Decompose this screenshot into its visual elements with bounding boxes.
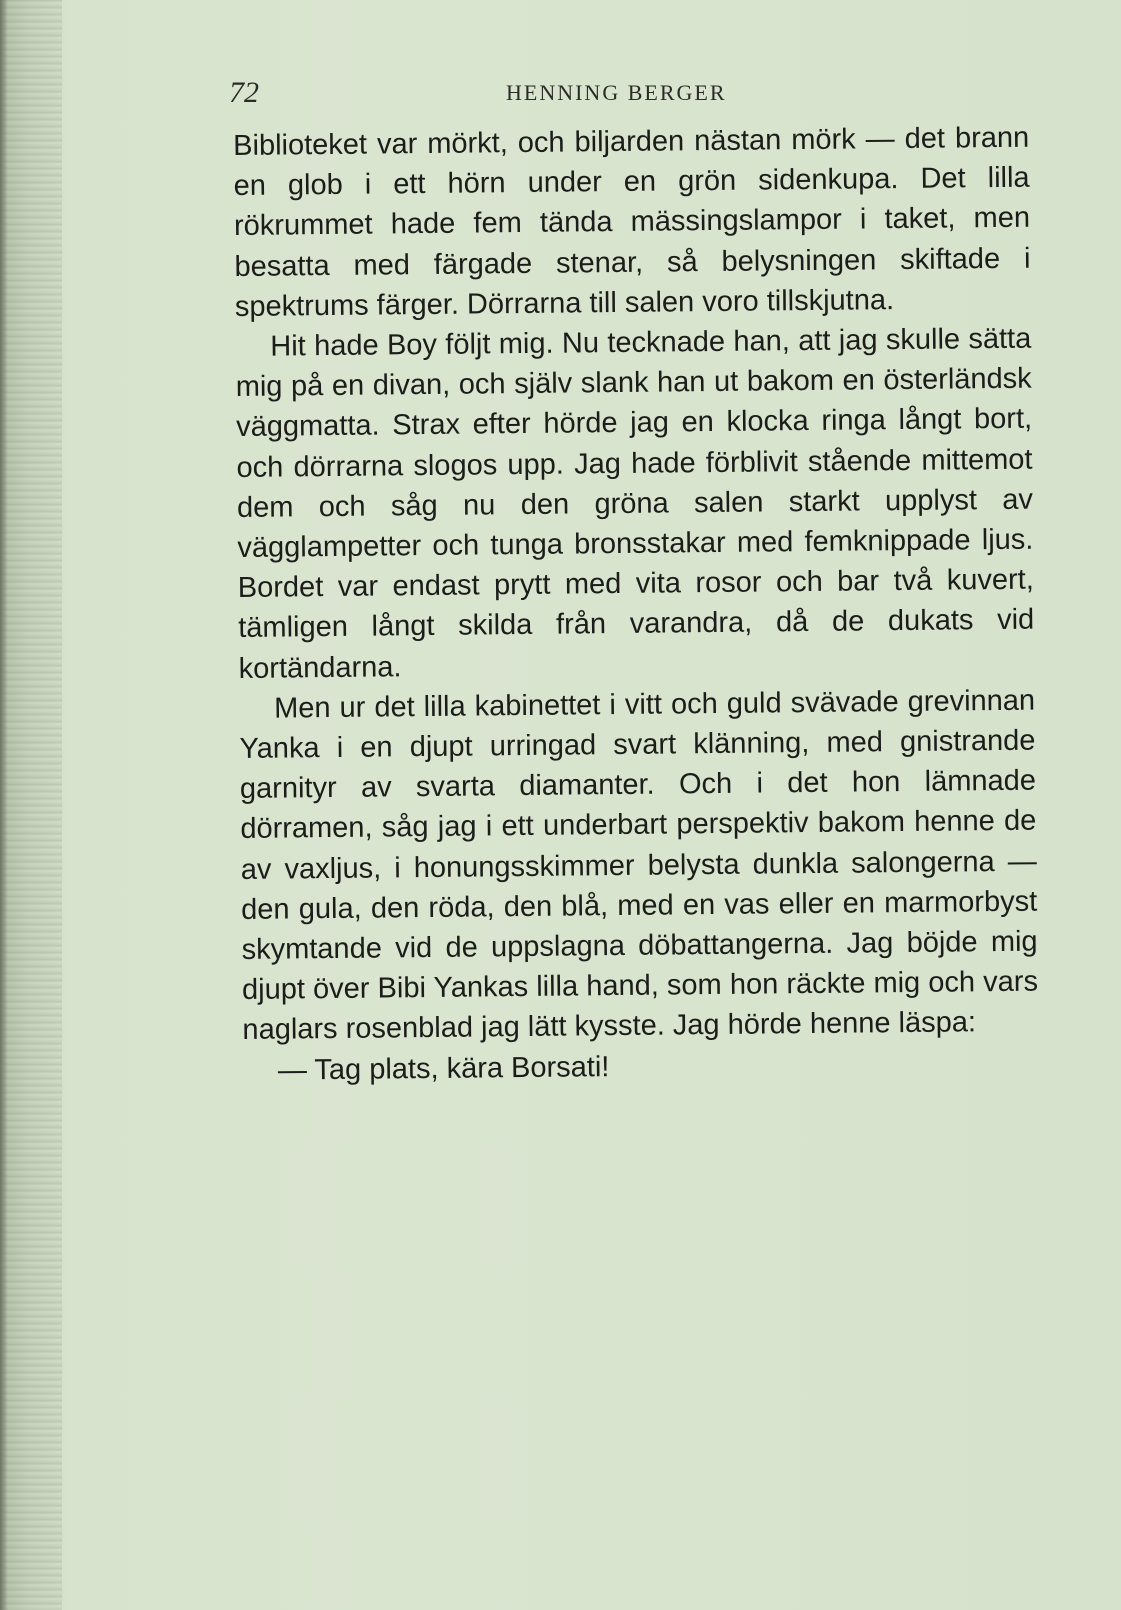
paragraph: — Tag plats, kära Borsati! [277,1050,610,1087]
page-gutter [0,0,62,1610]
page-header [229,76,1029,116]
binding-edge [0,0,8,1610]
page-number: 72 [229,76,259,109]
paragraph: Men ur det lilla kabinettet i vitt och guld svävade grevinnan Yanka i en djupt urringad svart klänning, med gnistrande garnityr av svarta diamanter. Och i det hon lämnade dörramen, såg jag i ett underbart perspektiv bakom henne de av vaxljus, i honungsskimmer belysta dunkla salongerna — den gula, den röda, den blå, med en vas eller en marmorbyst skymtande vid de uppslagna döbattangerna. Jag böjde mig djupt över Bibi Yankas lilla hand, som hon räckte mig och vars naglars rosenblad jag lätt kysste. Jag hörde henne läspa: [239,684,1039,1047]
paragraph: Hit hade Boy följt mig. Nu tecknade han, att jag skulle sätta mig på en divan, och själv slank han ut bakom en österländsk väggmatta. Strax efter hörde jag en klocka ringa långt bort, och dörrarna slogos upp. Jag hade förblivit stående mittemot dem och såg nu den gröna salen starkt upplyst av vägglampetter och tunga bronsstakar med femknippade ljus. Bordet var endast prytt med vita rosor och bar två kuvert, tämligen långt skilda från varandra, då de dukats vid kortändarna. [235,322,1035,685]
running-head: HENNING BERGER [506,80,727,105]
body-text [233,118,1039,1091]
paragraph: Biblioteket var mörkt, och biljarden nästan mörk — det brann en glob i ett hörn under en grön sidenkupa. Det lilla rökrummet hade fem tända mässingslampor i taket, men besatta med färgade stenar, så belysningen skiftade i spektrums färger. Dörrarna till salen voro tillskjutna. [233,121,1031,323]
